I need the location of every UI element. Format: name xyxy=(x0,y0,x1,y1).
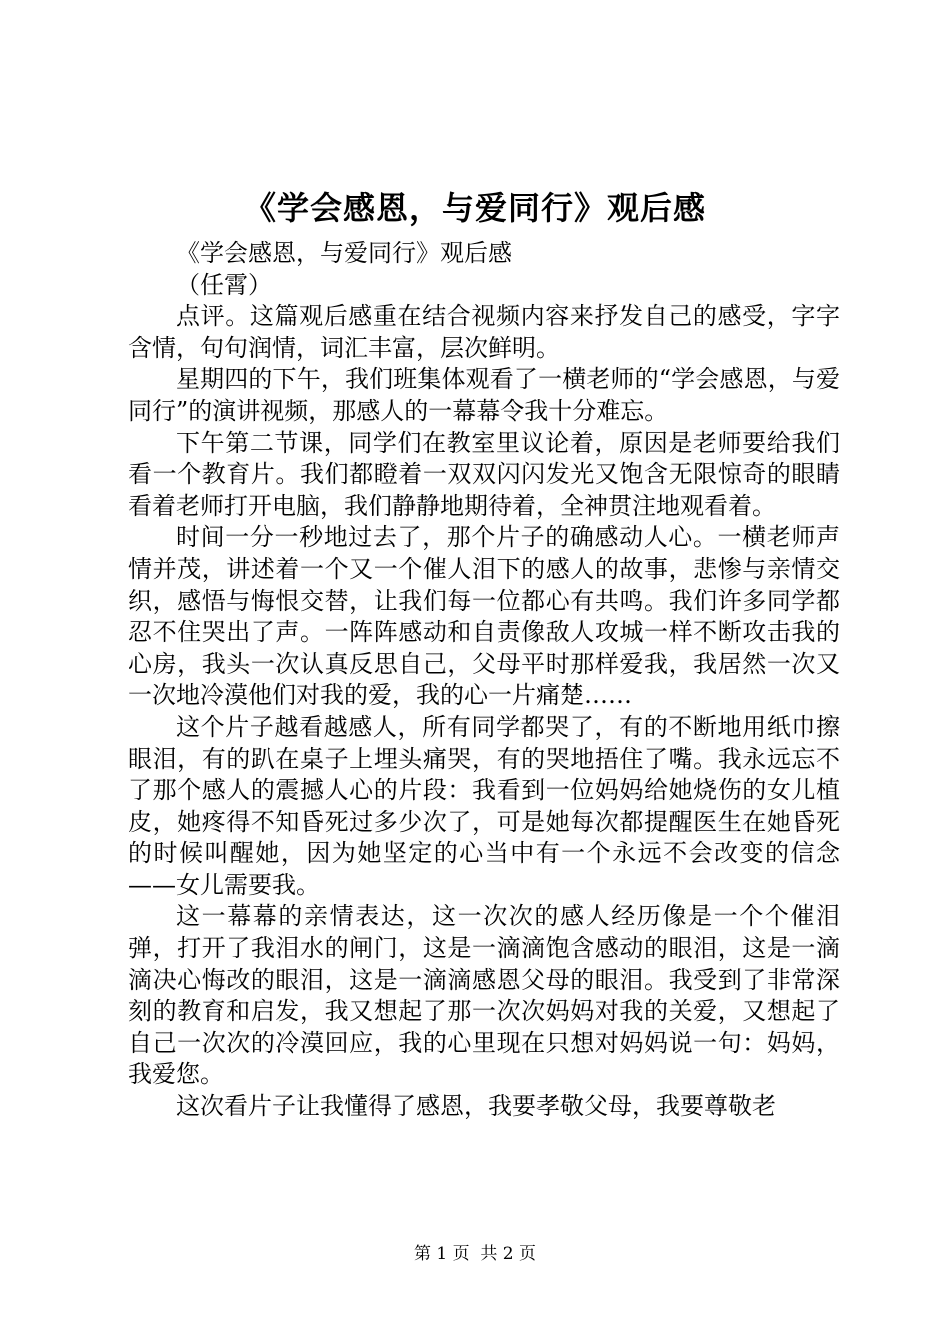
body-paragraph: 这次看片子让我懂得了感恩，我要孝敬父母，我要尊敬老 xyxy=(176,1092,776,1121)
body-paragraph: 星期四的下午，我们班集体观看了一横老师的“学会感恩，与爱同行”的演讲视频，那感人的一幕幕令我十分难忘。 xyxy=(128,365,840,425)
body-paragraph: 这一幕幕的亲情表达，这一次次的感人经历像是一个个催泪弹，打开了我泪水的闸门，这是一滴滴饱含感动的眼泪，这是一滴滴决心悔改的眼泪，这是一滴滴感恩父母的眼泪。我受到了非常深刻的教育和启发，我又想起了那一次次妈妈对我的关爱，又想起了自己一次次的冷漠回应，我的心里现在只想对妈妈说一句：妈妈，我爱您。 xyxy=(128,902,840,1089)
body-paragraph: 这个片子越看越感人，所有同学都哭了，有的不断地用纸巾擦眼泪，有的趴在桌子上埋头痛哭，有的哭地捂住了嘴。我永远忘不了那个感人的震撼人心的片段：我看到一位妈妈给她烧伤的女儿植皮，她疼得不知昏死过多少次了，可是她每次都提醒医生在她昏死的时候叫醒她，因为她坚定的心当中有一个永远不会改变的信念——女儿需要我。 xyxy=(128,712,840,899)
review-paragraph: 点评。这篇观后感重在结合视频内容来抒发自己的感受，字字含情，句句润情，词汇丰富，层次鲜明。 xyxy=(128,302,840,362)
document-body xyxy=(128,238,840,1123)
author-paragraph: （任霄） xyxy=(176,270,272,299)
body-paragraph: 下午第二节课，同学们在教室里议论着，原因是老师要给我们看一个教育片。我们都瞪着一双双闪闪发光又饱含无限惊奇的眼睛看着老师打开电脑，我们静静地期待着，全神贯注地观看着。 xyxy=(128,428,840,520)
subtitle-paragraph: 《学会感恩，与爱同行》观后感 xyxy=(176,239,512,267)
body-paragraph: 时间一分一秒地过去了，那个片子的确感动人心。一横老师声情并茂，讲述着一个又一个催人泪下的感人的故事，悲惨与亲情交织，感悟与悔恨交替，让我们每一位都心有共鸣。我们许多同学都忍不住哭出了声。一阵阵感动和自责像敌人攻城一样不断攻击我的心房，我头一次认真反思自己，父母平时那样爱我，我居然一次又一次地冷漠他们对我的爱，我的心一片痛楚…… xyxy=(128,523,840,710)
page-footer: 第 1 页 共 2 页 xyxy=(413,1244,537,1264)
document-title: 《学会感恩，与爱同行》观后感 xyxy=(243,189,706,227)
